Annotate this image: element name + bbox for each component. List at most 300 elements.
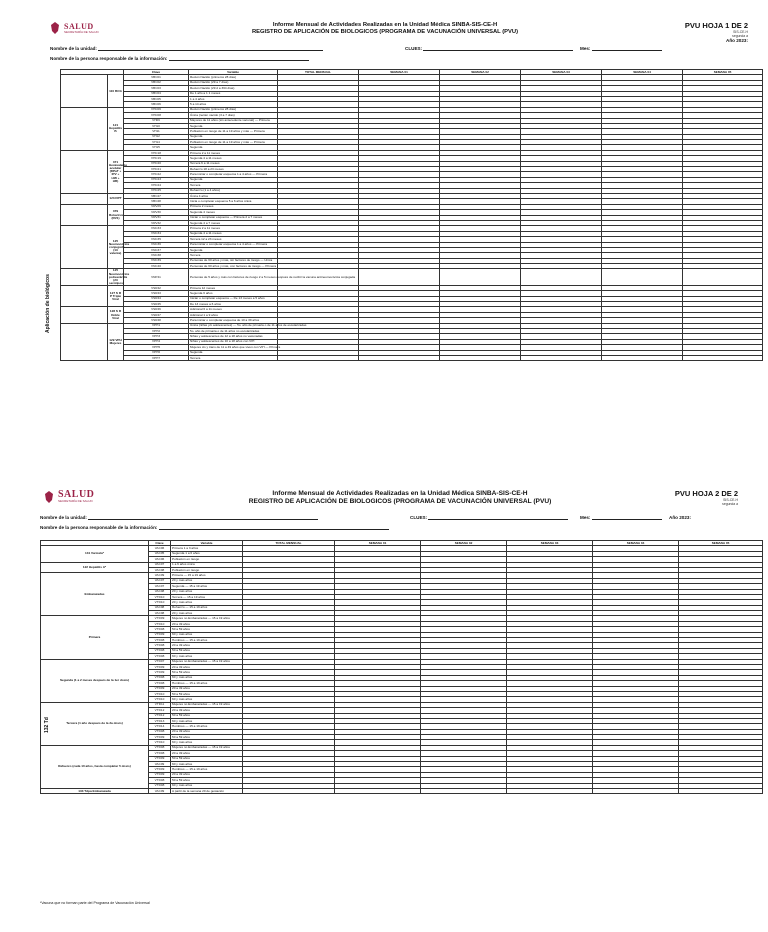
variable-cell: Adicional 6 a 11 meses xyxy=(189,307,278,312)
clave-cell: VHC18 xyxy=(124,150,189,155)
variable-cell: Para iniciar o completar esquema de 10 a 39 años xyxy=(189,318,278,323)
clave-cell: VTD12 xyxy=(149,708,171,713)
responsable-label: Nombre de la persona responsable de la información: xyxy=(50,56,168,61)
variable-cell: Segunda 4 a 11 meses xyxy=(189,231,278,236)
clave-cell: VAC07 xyxy=(149,562,171,567)
group-label: 110 BCG xyxy=(108,75,124,107)
clues-line[interactable] xyxy=(428,519,568,520)
group-label: 121 Hepatitis B xyxy=(108,107,124,150)
clave-cell: VRV30 xyxy=(124,210,189,215)
table-row xyxy=(61,269,763,285)
clave-cell: VAC06 xyxy=(149,546,171,551)
variable-cell: 20 y más años xyxy=(171,578,243,583)
variable-cell: Población en riesgo de 11 a 19 años y más — Primera xyxy=(189,129,278,134)
clave-cell: VSR45 xyxy=(124,302,189,307)
clave-cell: VPH3 xyxy=(124,334,189,339)
variable-cell: 50 a 59 años xyxy=(171,713,243,718)
clave-cell: VAC07 xyxy=(149,578,171,583)
variable-cell: Tercera 12 a 23 meses xyxy=(189,237,278,242)
variable-cell: Primera 2 a 11 meses xyxy=(189,226,278,231)
clave-cell: VNC36 xyxy=(124,242,189,247)
variable-cell: Iniciar o completar esquema — De 13 meses a 5 años xyxy=(189,296,278,301)
clave-cell: VAC09 xyxy=(149,788,171,793)
variable-cell: 5 a 14 años xyxy=(189,102,278,107)
unidad-label: Nombre de la unidad: xyxy=(40,515,87,520)
header-cell: SEMANA 03 xyxy=(521,70,602,75)
variable-cell: 50 a 59 años xyxy=(171,778,243,783)
variable-cell: 50 a 59 años xyxy=(171,670,243,675)
mes-line[interactable] xyxy=(592,519,662,520)
responsable-line[interactable] xyxy=(169,60,309,61)
clave-cell: VNC39 xyxy=(124,258,189,263)
variable-cell: Primera 2 a 11 meses xyxy=(189,150,278,155)
year-label: Año 2023: xyxy=(726,38,748,44)
clave-cell: VNC37 xyxy=(124,247,189,252)
footnote: *Vacuna que no forman parte del Programa de Vacunación Universal xyxy=(40,901,150,905)
clave-cell: VTD14 xyxy=(149,724,171,729)
logo-sub: SECRETARÍA DE SALUD xyxy=(64,29,99,34)
entry-cell[interactable] xyxy=(440,356,521,361)
variable-cell: Refuerzo — 15 a 19 años xyxy=(171,605,243,610)
variable-cell: Segunda 4 a 11 meses xyxy=(189,156,278,161)
responsable-field[interactable] xyxy=(50,56,309,61)
page-number-block xyxy=(675,490,738,506)
clave-cell: VH09 xyxy=(124,118,189,123)
group-label: 125 Neumocócica conjugada (13 valente) xyxy=(108,226,124,269)
unidad-field[interactable] xyxy=(50,46,323,51)
group-label: 129 VPH Mujeres xyxy=(108,323,124,361)
group-label: Primera xyxy=(41,616,149,659)
variable-cell: Hombres — 15 a 19 años xyxy=(171,681,243,686)
header-cell: Clave xyxy=(149,541,171,546)
clave-cell: VAC06 xyxy=(149,557,171,562)
clave-cell: VRV31 xyxy=(124,215,189,220)
entry-cell[interactable] xyxy=(683,356,763,361)
variable-cell: Segunda — 15 a 19 años xyxy=(171,584,243,589)
hoja-label: PVU HOJA 1 DE 2 xyxy=(684,21,748,30)
group-label: 127 S R P Triple Viral xyxy=(108,285,124,307)
variable-cell: 60 y más años xyxy=(171,762,243,767)
clave-cell: VHC06 xyxy=(124,107,189,112)
variable-cell: Única (recién nacido (3 a 7 días) xyxy=(189,113,278,118)
header-cell: Clave xyxy=(124,70,189,75)
variable-cell: Mujeres cis y trans de 11 a 49 años que viven con VIH — Primera xyxy=(190,344,281,349)
group-spacer xyxy=(61,75,108,107)
variable-cell: Hombres — 15 a 19 años xyxy=(171,767,243,772)
clave-cell: VAC05 xyxy=(149,551,171,556)
variable-cell: Tercera xyxy=(189,253,278,258)
table-row xyxy=(61,356,763,361)
clave-cell: VBC05 xyxy=(124,96,189,101)
header-cell: SEMANA 02 xyxy=(440,70,521,75)
clues-field[interactable] xyxy=(410,515,568,520)
variable-cell: Recién Nacido (29 d a 364 días) xyxy=(189,86,278,91)
group-label: 131 Varicela* xyxy=(41,546,149,562)
biologicos-table-1 xyxy=(60,69,763,361)
clave-cell: VPH2 xyxy=(124,329,189,334)
entry-cell[interactable] xyxy=(243,788,335,793)
variable-cell: 20 a 49 años xyxy=(171,686,243,691)
clave-cell: VBC28 xyxy=(124,199,189,204)
clave-cell: VTD08 xyxy=(149,751,171,756)
variable-cell: Tercera xyxy=(189,356,278,361)
clave-cell: VPH7 xyxy=(124,356,189,361)
clave-cell: VRV32 xyxy=(124,220,189,225)
variable-cell: Población en riesgo de 11 a 19 años y más — Primera xyxy=(189,140,278,145)
variable-cell: Segunda xyxy=(189,134,278,139)
clave-cell: VTD08 xyxy=(149,783,171,788)
header-cell: SEMANA 05 xyxy=(683,70,763,75)
table-row xyxy=(41,788,763,793)
variable-cell: Personas de 60 años y más, con factores de riesgo — Primera xyxy=(190,263,277,268)
unidad-field[interactable] xyxy=(40,515,318,520)
clave-cell: VNP41 xyxy=(124,269,189,285)
variable-cell: 60 y más años xyxy=(171,783,243,788)
header-cell: SEMANA 03 xyxy=(507,541,593,546)
logo-word: SALUD xyxy=(58,489,95,500)
variable-cell: 60 y más años xyxy=(171,654,243,659)
group-label: 123 DPT xyxy=(108,193,124,204)
header-cell: Variable xyxy=(189,70,278,75)
clave-cell: VNC35 xyxy=(124,237,189,242)
clave-cell: VSR48 xyxy=(124,318,189,323)
group-label: Segunda (1 a 2 meses después de la 1er dosis) xyxy=(41,659,149,702)
clave-cell: VNC38 xyxy=(124,253,189,258)
group-label: 125 Neumocócica polisacárida (23 serotipos) xyxy=(109,268,130,285)
variable-cell: 50 a 59 años xyxy=(171,691,243,696)
clave-cell: VH14 xyxy=(124,140,189,145)
entry-cell[interactable] xyxy=(602,269,683,285)
group-label: Refuerzo (cada 10 años, hasta completar 5 dosis) xyxy=(41,745,149,788)
clave-cell: VTD09 xyxy=(149,632,171,637)
clave-cell: VTD09 xyxy=(149,735,171,740)
variable-cell: Niñas y adolescentes de 10 a 18 años con VIH xyxy=(189,339,278,344)
header-cell: TOTAL MENSUAL xyxy=(278,70,359,75)
entry-cell[interactable] xyxy=(421,788,507,793)
entry-cell[interactable] xyxy=(359,356,440,361)
title-line-2: REGISTRO DE APLICACIÓN DE BIOLOGICOS (PROGRAMA DE VACUNACIÓN UNIVERSAL (PVU) xyxy=(251,29,519,36)
variable-cell: 60 y más años xyxy=(171,632,243,637)
variable-cell: Mayores de 11 años (sin antecedente vacunal) — Primera xyxy=(189,118,278,123)
clave-cell: VAC09 xyxy=(149,762,171,767)
variable-cell: 1 a 6 años única xyxy=(171,562,243,567)
biologicos-table-2 xyxy=(40,540,763,794)
clave-cell: VSR46 xyxy=(124,307,189,312)
variable-cell: 50 a 59 años xyxy=(171,756,243,761)
unidad-line[interactable] xyxy=(98,50,323,51)
variable-cell: Segunda xyxy=(189,177,278,182)
clave-cell: VBC02 xyxy=(124,80,189,85)
clave-cell: VHC19 xyxy=(124,156,189,161)
clave-cell: VTD12 xyxy=(149,713,171,718)
variable-cell: Recién Nacido (primeros 28 días) xyxy=(189,107,278,112)
variable-cell: 50 a 59 años xyxy=(171,627,243,632)
variable-cell: 20 a 49 años xyxy=(171,772,243,777)
variable-cell: Inicia o completar esquema 5 a 6 años única xyxy=(189,199,278,204)
clave-cell: VTD07 xyxy=(149,659,171,664)
clave-cell: VSR42 xyxy=(124,285,189,290)
variable-cell: 20 a 49 años xyxy=(171,664,243,669)
variable-cell: Única (niñas y/o adolescentes) — 5o. año de primaria o de 11 años de escolarizadas xyxy=(190,323,307,328)
clave-cell: VSR44 xyxy=(124,296,189,301)
entry-cell[interactable] xyxy=(278,356,359,361)
variable-cell: Segunda 6 años xyxy=(189,291,278,296)
variable-cell: Niñas y adolescentes de 12 a 18 años no vacunadas xyxy=(189,334,278,339)
variable-cell: Recién Nacido (primeros 28 días) xyxy=(189,75,278,80)
header-cell: SEMANA 01 xyxy=(335,541,421,546)
variable-cell: Mujeres no Embarazadas — 15 a 19 años xyxy=(171,702,243,707)
variable-cell: Hombres — 15 a 19 años xyxy=(171,724,243,729)
variable-cell: 60 y más años xyxy=(171,697,243,702)
variable-cell: 20 y más años xyxy=(171,611,243,616)
clave-cell: VH15 xyxy=(124,145,189,150)
clave-cell: VTD09 xyxy=(149,756,171,761)
clave-cell: VTD10 xyxy=(149,621,171,626)
variable-cell: Primera — 15 a 19 años xyxy=(171,573,243,578)
variable-cell: Única 4 años xyxy=(189,193,278,198)
entry-cell[interactable] xyxy=(679,788,763,793)
variable-cell: Mujeres no Embarazadas — 15 a 19 años xyxy=(171,745,243,750)
clave-cell: VAC07 xyxy=(149,584,171,589)
clave-cell: VTD09 xyxy=(149,670,171,675)
clave-cell: VH12 xyxy=(124,134,189,139)
clues-label: CLUES: xyxy=(410,515,428,520)
clave-cell: VTD08 xyxy=(149,681,171,686)
header-cell: SEMANA 04 xyxy=(593,541,679,546)
clave-cell: VAC09 xyxy=(149,573,171,578)
variable-cell: De 13 meses a 6 años xyxy=(189,302,278,307)
title-line-1: Informe Mensual de Actividades Realizadas en la Unidad Médica SINBA-SIS-CE-H xyxy=(272,22,498,28)
variable-cell: Segunda xyxy=(189,247,278,252)
logo-word: SALUD xyxy=(64,21,94,31)
variable-cell: Iniciar o completar esquema — Primera 2 a 7 meses xyxy=(189,215,278,220)
group-label: 133 Tdpa Embarazada xyxy=(41,788,149,793)
clave-cell: VTD08 xyxy=(149,729,171,734)
group-spacer xyxy=(61,150,108,193)
variable-cell: 60 y más años xyxy=(171,740,243,745)
entry-cell[interactable] xyxy=(335,788,421,793)
clave-cell: VBC01 xyxy=(124,75,189,80)
group-spacer xyxy=(61,107,108,150)
group-spacer xyxy=(61,193,108,204)
mes-label: Mes: xyxy=(580,46,591,51)
clave-cell: VPH1 xyxy=(124,323,189,328)
clave-cell: VTD08 xyxy=(149,654,171,659)
clave-cell: VAC08 xyxy=(149,611,171,616)
clave-cell: VBC06 xyxy=(124,102,189,107)
clues-label: CLUES: xyxy=(405,46,423,51)
variable-cell: Para iniciar o completar esquema 1 a 4 años — Primera xyxy=(189,242,278,247)
variable-cell: 20 a 49 años xyxy=(171,729,243,734)
variable-cell: 50 a 59 años xyxy=(171,648,243,653)
variable-cell: Primera 2 meses xyxy=(189,204,278,209)
variable-cell: Hombres — 15 a 19 años xyxy=(171,638,243,643)
clave-cell: VTD13 xyxy=(149,718,171,723)
clave-cell: VH10 xyxy=(124,123,189,128)
clave-cell: VTD08 xyxy=(149,627,171,632)
clave-cell: VBC27 xyxy=(124,193,189,198)
form-code-2: segunda a xyxy=(732,33,748,38)
clave-cell: VTD09 xyxy=(149,664,171,669)
eagle-seal-icon xyxy=(50,22,60,34)
group-spacer xyxy=(61,269,108,285)
responsable-line[interactable] xyxy=(159,529,389,530)
responsable-field[interactable] xyxy=(40,525,389,530)
clave-cell: VRV29 xyxy=(124,204,189,209)
clave-cell: VTD08 xyxy=(149,643,171,648)
group-label: Tercera (1 año después de la 2a dosis) xyxy=(41,702,149,745)
clave-cell: VPH6 xyxy=(124,350,189,355)
group-label: 122 Hepatitis A* xyxy=(41,562,149,573)
group-spacer xyxy=(61,204,108,226)
entry-cell[interactable] xyxy=(359,269,440,285)
clave-cell: VNC40 xyxy=(124,264,189,269)
form-code: SIS-CE-H xyxy=(733,29,748,34)
clave-cell: VHC22 xyxy=(124,172,189,177)
page-number-block xyxy=(685,22,748,44)
variable-cell: Para iniciar o completar esquema 1 a 4 años — Primera xyxy=(189,172,278,177)
variable-cell: Población en riesgo xyxy=(171,557,243,562)
form-page-2 xyxy=(0,488,768,913)
clave-cell: VSR43 xyxy=(124,291,189,296)
clave-cell: VHC24 xyxy=(124,183,189,188)
header-cell: SEMANA 04 xyxy=(602,70,683,75)
salud-logo xyxy=(50,22,99,34)
variable-cell: 20 a 49 años xyxy=(171,643,243,648)
clues-line[interactable] xyxy=(423,50,573,51)
clave-cell: VNC33 xyxy=(124,226,189,231)
variable-cell: 20 y más años xyxy=(171,589,243,594)
clave-cell: VTD10 xyxy=(149,697,171,702)
page-title xyxy=(200,490,600,506)
page-title xyxy=(205,22,565,36)
variable-cell: Segunda xyxy=(189,350,278,355)
variable-cell: A partir de la semana 20 de gestación xyxy=(171,788,243,793)
header-cell: SEMANA 01 xyxy=(359,70,440,75)
clave-cell: VTD09 xyxy=(149,616,171,621)
clave-cell: VHC08 xyxy=(124,113,189,118)
clave-cell: VBC03 xyxy=(124,86,189,91)
variable-cell: Refuerzo 18 a 23 meses xyxy=(189,167,278,172)
clave-cell: VHC21 xyxy=(124,167,189,172)
header-cell: TOTAL MENSUAL xyxy=(243,541,335,546)
clave-cell: VTD10 xyxy=(149,691,171,696)
mes-field[interactable] xyxy=(580,46,662,51)
variable-cell: 5o. año de primaria o de 11 años no escolarizadas xyxy=(189,329,278,334)
clave-cell: VSR47 xyxy=(124,312,189,317)
variable-cell: Población en riesgo xyxy=(171,567,243,572)
variable-cell: 20 a 49 años xyxy=(171,708,243,713)
entry-cell[interactable] xyxy=(440,269,521,285)
variable-cell: Personas de 60 años y más, sin factores de riesgo — Única xyxy=(189,258,278,263)
responsable-label: Nombre de la persona responsable de la información: xyxy=(40,525,158,530)
variable-cell: Segunda 4 a 7 meses xyxy=(189,220,278,225)
variable-cell: 60 y más años xyxy=(171,675,243,680)
title-line-2: REGISTRO DE APLICACIÓN DE BIOLOGICOS (PROGRAMA DE VACUNACIÓN UNIVERSAL (PVU) xyxy=(248,498,552,506)
clave-cell: VTD10 xyxy=(149,600,171,605)
year-label: Año 2023: xyxy=(669,515,691,520)
clave-cell: VTD08 xyxy=(149,675,171,680)
entry-cell[interactable] xyxy=(683,269,763,285)
variable-cell: Primera 1 a 3 años xyxy=(171,546,243,551)
variable-cell: 20 a 49 años xyxy=(171,621,243,626)
entry-cell[interactable] xyxy=(521,269,602,285)
variable-cell: Segunda 1 a 6 años xyxy=(171,551,243,556)
group-spacer xyxy=(61,323,108,361)
variable-cell: Adicional 1 a 9 años xyxy=(189,312,278,317)
form-code-2: segunda a xyxy=(722,501,738,506)
variable-cell: Primera 12 meses xyxy=(189,285,278,290)
variable-cell: Segunda xyxy=(189,145,278,150)
clave-cell: VBC04 xyxy=(124,91,189,96)
unidad-line[interactable] xyxy=(88,519,318,520)
vertical-label: Aplicación de biológicos xyxy=(45,274,51,333)
variable-cell: 50 a 59 años xyxy=(171,735,243,740)
form-code: SIS-CE-H xyxy=(723,497,738,502)
variable-cell: De 1 año a 1 1 meses xyxy=(189,91,278,96)
clave-cell: VTD11 xyxy=(149,702,171,707)
variable-cell: Segunda xyxy=(189,123,278,128)
header-cell: SEMANA 05 xyxy=(679,541,763,546)
unidad-label: Nombre de la unidad: xyxy=(50,46,97,51)
entry-cell[interactable] xyxy=(602,356,683,361)
logo-sub: SECRETARÍA DE SALUD xyxy=(58,499,93,503)
clave-cell: VTD08 xyxy=(149,638,171,643)
header-cell: SEMANA 02 xyxy=(421,541,507,546)
group-spacer xyxy=(61,226,108,269)
entry-cell[interactable] xyxy=(521,356,602,361)
variable-cell: Tercera xyxy=(189,183,278,188)
clave-cell: VPH4 xyxy=(124,339,189,344)
variable-cell: 20 a 49 años xyxy=(171,751,243,756)
clave-cell: VTD08 xyxy=(149,745,171,750)
clave-cell: VAC08 xyxy=(149,605,171,610)
clave-cell: VAC08 xyxy=(149,567,171,572)
variable-cell: 60 y más años xyxy=(171,718,243,723)
clave-cell: VTD09 xyxy=(149,772,171,777)
variable-cell: Tercera 6 a 11 meses xyxy=(189,161,278,166)
eagle-seal-icon xyxy=(44,491,54,503)
form-page-1 xyxy=(0,18,768,458)
mes-field[interactable] xyxy=(580,515,691,520)
mes-line[interactable] xyxy=(592,50,662,51)
header-cell: Variable xyxy=(171,541,243,546)
variable-cell: 1 a 4 años xyxy=(189,96,278,101)
clues-field[interactable] xyxy=(405,46,573,51)
group-label: 371 Hexavalente acelular (DPaT + IPV + HiB + HB) xyxy=(108,150,124,193)
variable-cell: Mujeres no Embarazadas — 15 a 19 años xyxy=(171,659,243,664)
clave-cell: VNC34 xyxy=(124,231,189,236)
variable-cell: Recién Nacido (29 a 7 días) xyxy=(189,80,278,85)
group-label: Embarazadas xyxy=(41,573,149,616)
group-label: 379 Rotavirus (RV1) xyxy=(108,204,124,226)
entry-cell[interactable] xyxy=(507,788,593,793)
variable-cell: Tercera — 15 a 19 años xyxy=(171,594,243,599)
clave-cell: VHC25 xyxy=(124,188,189,193)
group-spacer xyxy=(61,285,108,307)
variable-cell: Mujeres no Embarazadas — 15 a 19 años xyxy=(171,616,243,621)
variable-cell: Segunda 4 meses xyxy=(189,210,278,215)
clave-cell: VPH5 xyxy=(124,345,189,350)
clave-cell: VTD09 xyxy=(149,767,171,772)
variable-cell: Personas de 5 años y más con factores de riesgo 2 a 5 meses después de recibir la vacuna antineumocócica conjugada xyxy=(189,269,278,285)
group-label: 128 S R Doble Viral xyxy=(108,307,124,323)
clave-cell: VAC08 xyxy=(149,589,171,594)
variable-cell: Refuerzo (1 a 4 años) xyxy=(189,188,278,193)
clave-cell: VTD10 xyxy=(149,740,171,745)
entry-cell[interactable] xyxy=(593,788,679,793)
vertical-label: 132 Td xyxy=(44,717,50,733)
